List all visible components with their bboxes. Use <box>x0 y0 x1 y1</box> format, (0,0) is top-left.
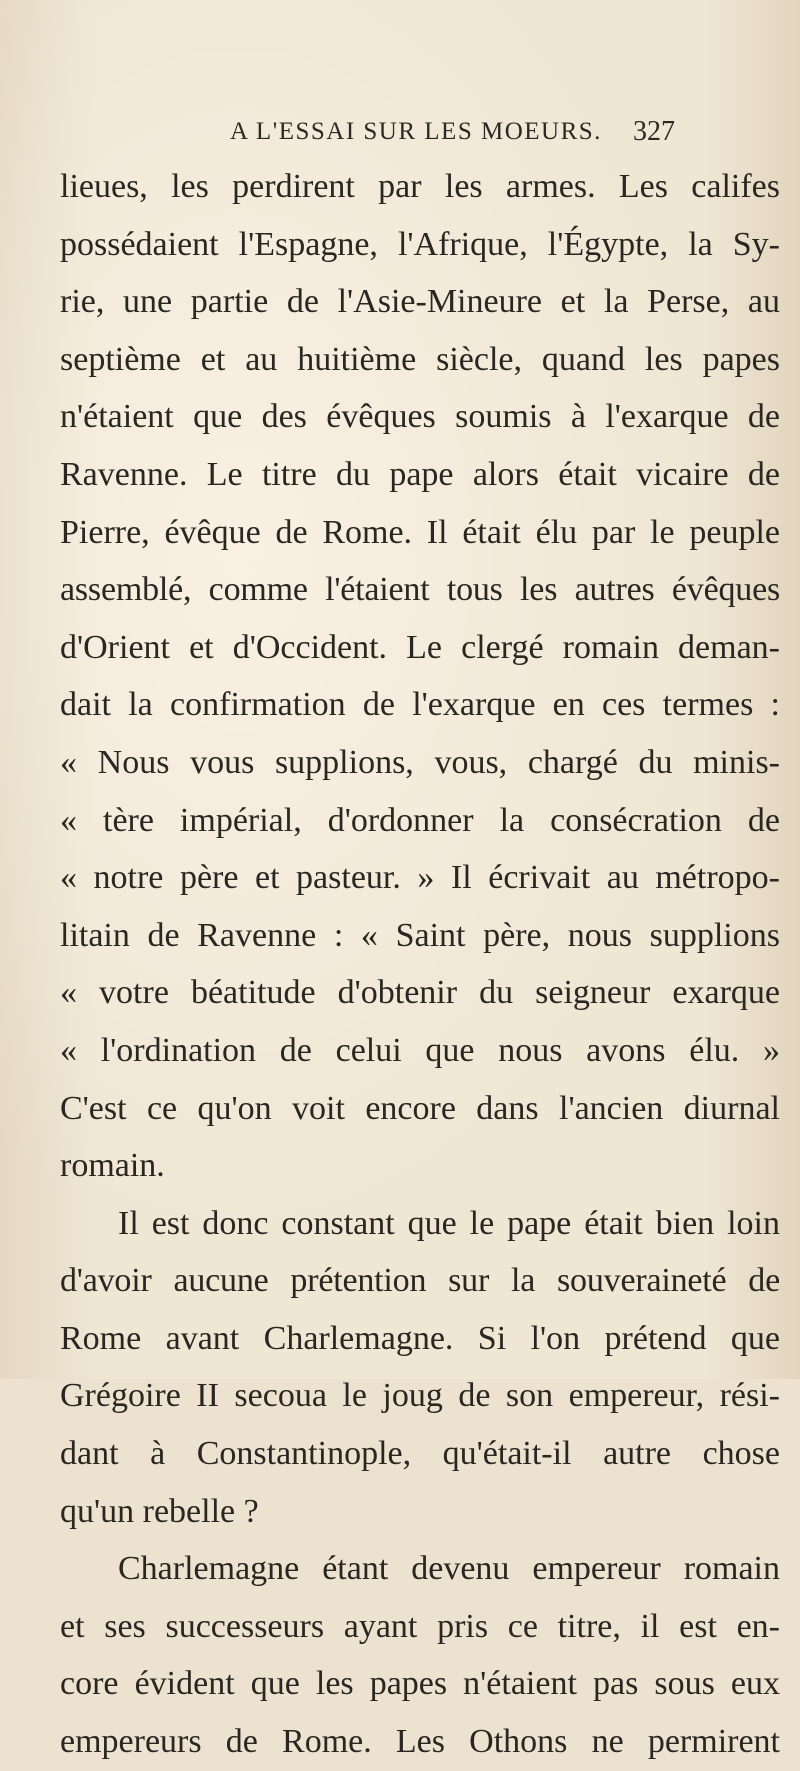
text-line: septième et au huitième siècle, quand les papes <box>60 340 780 378</box>
text-line: Pierre, évêque de Rome. Il était élu par le peuple <box>60 513 780 551</box>
text-line: n'étaient que des évêques soumis à l'exarque de <box>60 398 780 436</box>
text-line: Grégoire II secoua le joug de son empereur, rési- <box>60 1377 780 1415</box>
running-head <box>0 118 800 158</box>
paragraph-end-line: romain. <box>60 1147 165 1185</box>
text-line: dait la confirmation de l'exarque en ces termes : <box>60 686 780 724</box>
text-line: « notre père et pasteur. » Il écrivait au métropo- <box>60 859 780 897</box>
running-title: A L'ESSAI SUR LES MOEURS. <box>230 118 602 145</box>
text-line: C'est ce qu'on voit encore dans l'ancien diurnal <box>60 1089 780 1127</box>
text-line: dant à Constantinople, qu'était-il autre chose <box>60 1435 780 1473</box>
text-line: d'Orient et d'Occident. Le clergé romain deman- <box>60 628 780 666</box>
text-line: « Nous vous supplions, vous, chargé du minis- <box>60 743 780 781</box>
paragraph-start-line: Charlemagne étant devenu empereur romain <box>118 1550 780 1588</box>
text-line: assemblé, comme l'étaient tous les autres évêques <box>60 571 780 609</box>
body-text <box>60 158 780 1771</box>
text-line: rie, une partie de l'Asie-Mineure et la Perse, au <box>60 283 780 321</box>
text-line: d'avoir aucune prétention sur la souveraineté de <box>60 1262 780 1300</box>
text-line: core évident que les papes n'étaient pas sous eux <box>60 1665 780 1703</box>
text-line: possédaient l'Espagne, l'Afrique, l'Égypte, la Sy- <box>60 225 780 263</box>
text-line: « tère impérial, d'ordonner la consécration de <box>60 801 780 839</box>
text-line: « l'ordination de celui que nous avons élu. » <box>60 1031 780 1069</box>
text-line: « votre béatitude d'obtenir du seigneur exarque <box>60 974 780 1012</box>
text-line: et ses successeurs ayant pris ce titre, il est en- <box>60 1607 780 1645</box>
text-line: lieues, les perdirent par les armes. Les califes <box>60 168 780 205</box>
paragraph-start-line: Il est donc constant que le pape était bien loin <box>118 1204 780 1242</box>
text-line: empereurs de Rome. Les Othons ne permirent <box>60 1723 780 1761</box>
text-line: Rome avant Charlemagne. Si l'on prétend que <box>60 1319 780 1357</box>
text-line: Ravenne. Le titre du pape alors était vicaire de <box>60 455 780 493</box>
text-line: litain de Ravenne : « Saint père, nous supplions <box>60 916 780 954</box>
paragraph-end-line: qu'un rebelle ? <box>60 1492 259 1530</box>
page-number: 327 <box>633 116 675 147</box>
